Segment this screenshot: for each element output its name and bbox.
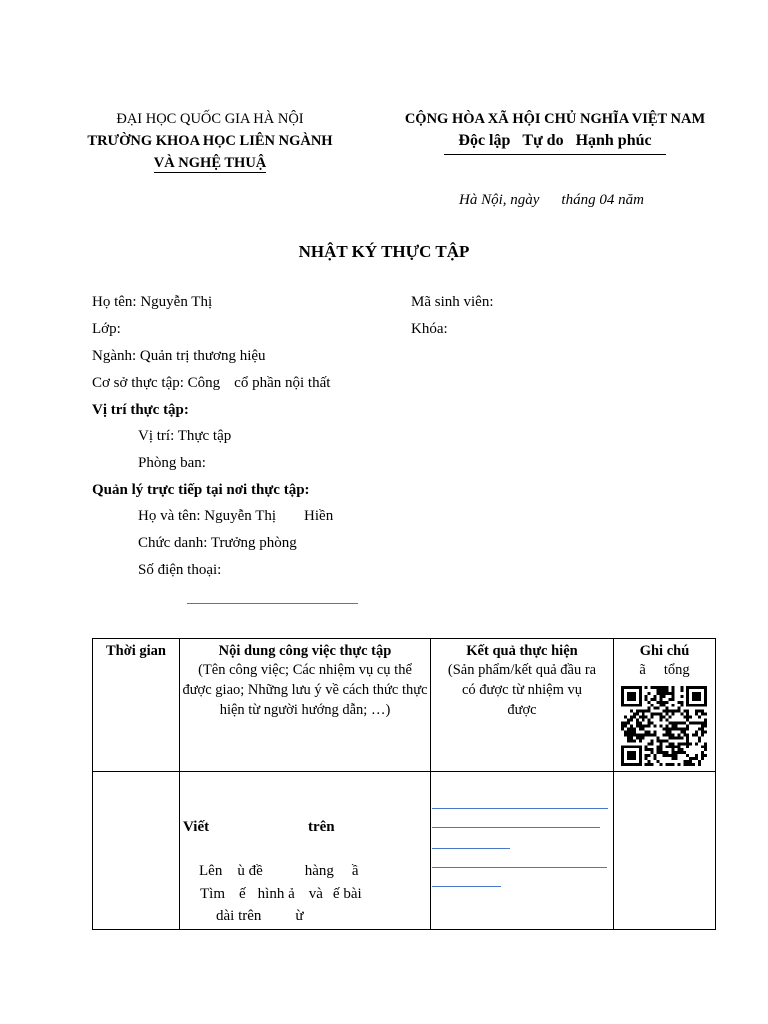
header-time [93, 639, 180, 772]
result-link-line [432, 886, 501, 887]
task-fragment: Tìm [200, 886, 225, 902]
student-id-label: Mã sinh viên: [411, 294, 494, 310]
position-role: Vị trí: Thực tập [138, 428, 232, 444]
table-row [93, 772, 716, 930]
school-name: TRƯỜNG KHOA HỌC LIÊN NGÀNH [87, 133, 333, 149]
manager-heading: Quản lý trực tiếp tại nơi thực tập: [92, 482, 310, 498]
manager-name-part: Họ và tên: Nguyễn Thị [138, 508, 277, 524]
motto-part: Độc lập [458, 132, 511, 149]
header-note-sub [614, 660, 715, 680]
facility-label [92, 373, 330, 393]
position-heading: Vị trí thực tập: [92, 402, 189, 418]
header-result [431, 639, 614, 772]
header-content [180, 639, 431, 772]
header-note-title: Ghi chú [639, 643, 690, 659]
header-result-sub: (Sản phẩm/kết quả đầu ra [447, 662, 597, 678]
national-motto [444, 130, 665, 155]
manager-title: Chức danh: Trưởng phòng [138, 535, 297, 551]
header-time-label: Thời gian [105, 643, 166, 659]
task-fragment: hình ả [257, 886, 295, 902]
hyperlink-underline [187, 603, 358, 604]
task-fragment: ừ [295, 908, 304, 924]
course-label: Khóa: [411, 321, 448, 337]
task-fragment: ế bài [332, 886, 362, 902]
motto-part: Tự do [522, 132, 564, 149]
page-title: NHẬT KÝ THỰC TẬP [298, 242, 470, 261]
task-label: trên [308, 819, 335, 835]
header-result-sub: có được từ nhiệm vụ [461, 682, 583, 698]
header-result-title: Kết quả thực hiện [466, 643, 578, 659]
note-fragment: ã [639, 662, 646, 678]
date-line [459, 192, 644, 209]
result-link-line [432, 867, 607, 868]
country-name: CỘNG HÒA XÃ HỘI CHỦ NGHĨA VIỆT NAM [404, 111, 706, 127]
facility-part: cổ phần nội thất [234, 375, 331, 391]
note-fragment: tổng [663, 662, 690, 678]
task-fragment: ù đề [237, 863, 263, 879]
header-result-sub: được [507, 702, 537, 718]
date-place: Hà Nội, ngày [459, 192, 540, 208]
internship-log-table [92, 638, 716, 930]
institution-header [60, 108, 360, 174]
task-fragment: hàng [304, 863, 334, 879]
task-line [216, 908, 304, 925]
task-line [199, 863, 359, 880]
manager-name-part: Hiền [304, 508, 334, 524]
national-header [380, 108, 730, 155]
task-fragment: ầ [351, 863, 359, 879]
school-name-cont: VÀ NGHỆ THUẬ [153, 155, 267, 171]
row-time-cell [93, 772, 180, 930]
task-fragment: Lên [199, 863, 223, 879]
row-note-cell [614, 772, 716, 930]
student-name: Họ tên: Nguyễn Thị [92, 294, 213, 310]
task-fragment: và [308, 886, 323, 902]
task-fragment: dài trên [216, 908, 262, 924]
row-result-cell [431, 772, 614, 930]
task-line [200, 886, 362, 903]
motto-part: Hạnh phúc [575, 132, 652, 149]
result-link-line [432, 808, 608, 809]
row-content-cell [180, 772, 431, 930]
task-fragment: ế [239, 886, 246, 902]
result-link-line [432, 848, 510, 849]
date-month: tháng 04 năm [561, 192, 644, 208]
department-label: Phòng ban: [138, 455, 206, 471]
facility-part: Cơ sở thực tập: Công [92, 375, 221, 391]
qr-code-icon [621, 686, 707, 766]
task-label: Viết [183, 819, 210, 835]
manager-phone: Số điện thoại: [138, 562, 222, 578]
major-label: Ngành: Quản trị thương hiệu [92, 348, 266, 364]
class-label: Lớp: [92, 321, 121, 337]
header-content-subtitle: (Tên công việc; Các nhiệm vụ cụ thể được giao; Những lưu ý về cách thức thực hiện từ người hướng dẫn; …) [182, 662, 428, 718]
manager-name [138, 506, 333, 526]
header-content-title: Nội dung công việc thực tập [218, 643, 392, 659]
result-link-line [432, 827, 600, 828]
university-name: ĐẠI HỌC QUỐC GIA HÀ NỘI [116, 111, 304, 127]
